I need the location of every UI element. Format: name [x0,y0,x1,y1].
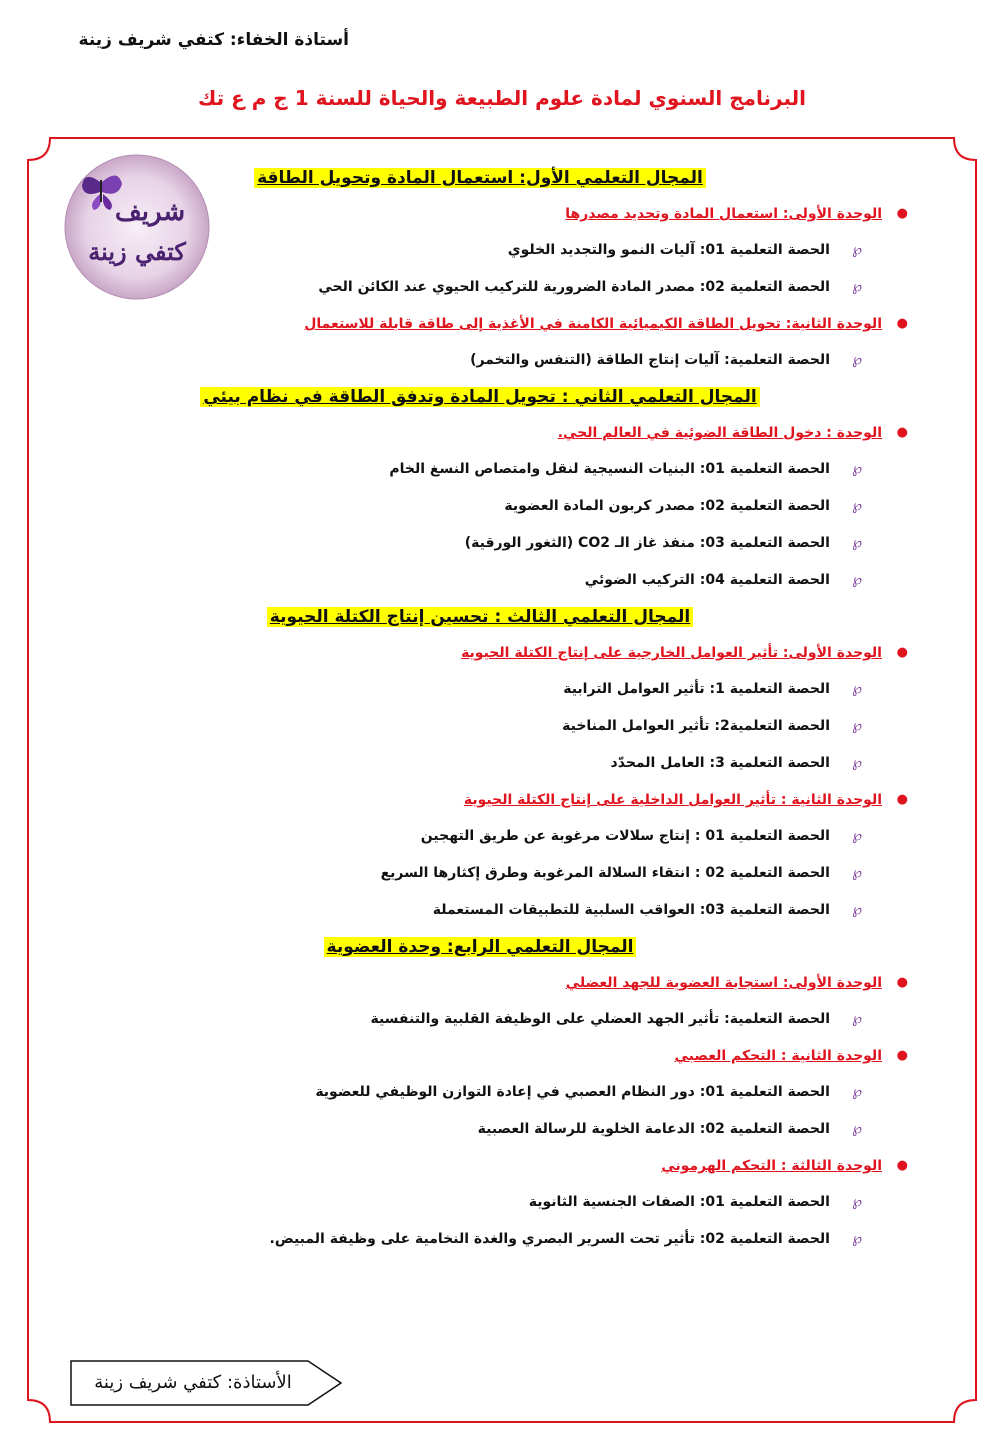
lesson-bullet-icon: ℘ [852,1011,862,1027]
lesson-bullet-icon: ℘ [852,572,862,588]
lesson-bullet-icon: ℘ [852,1084,862,1100]
lesson-title: الحصة التعلمية 3: العامل المحدّد [610,755,830,771]
unit-title: الوحدة الأولى: استعمال المادة وتحديد مصدرها [565,206,882,222]
lesson-title: الحصة التعلمية: تأثير الجهد العضلي على الوظيفة القلبية والتنفسية [370,1011,830,1027]
unit-title: الوحدة الثانية : تأثير العوامل الداخلية على إنتاج الكتلة الحيوية [463,792,882,808]
lesson-bullet-icon: ℘ [852,279,862,295]
lesson-title: الحصة التعلمية 02: الدعامة الخلوية للرسالة العصبية [477,1121,830,1137]
lesson-bullet-icon: ℘ [852,352,862,368]
domain-heading [40,599,920,635]
unit-title: الوحدة الثالثة : التحكم الهرموني [661,1158,882,1174]
lesson-item [40,1184,920,1221]
unit-heading [40,415,920,451]
bullet-icon: ● [896,1158,908,1173]
lesson-item [40,1221,920,1258]
domain-title: المجال التعلمي الثالث : تحسين إنتاج الكتلة الحيوية [267,607,693,627]
unit-title: الوحدة الأولى: تأثير العوامل الخارجية على إنتاج الكتلة الحيوية [461,645,882,661]
lesson-item [40,1001,920,1038]
lesson-title: الحصة التعلمية 02: مصدر كربون المادة العضوية [504,498,830,514]
unit-title: الوحدة الأولى: استجابة العضوية للجهد العضلي [565,975,882,991]
lesson-title: الحصة التعلمية 01: آليات النمو والتجديد الخلوي [507,242,830,258]
unit-heading [40,635,920,671]
lesson-item [40,818,920,855]
page-title: البرنامج السنوي لمادة علوم الطبيعة والحياة للسنة 1 ج م ع تك [197,86,807,110]
lesson-title: الحصة التعلمية 03: العواقب السلبية للتطبيقات المستعملة [432,902,830,918]
lesson-bullet-icon: ℘ [852,1121,862,1137]
bullet-icon: ● [896,425,908,440]
lesson-bullet-icon: ℘ [852,1231,862,1247]
lesson-item [40,562,920,599]
lesson-item [40,269,920,306]
bullet-icon: ● [896,316,908,331]
svg-text:شريف: شريف [114,197,186,227]
lesson-bullet-icon: ℘ [852,902,862,918]
unit-title: الوحدة الثانية: تحويل الطاقة الكيميائية الكامنة في الأغذية إلى طاقة قابلة للاستعمال [304,316,882,332]
teacher-name: أستاذة الخفاء: كتفي شريف زينة [78,30,349,50]
domain-title: المجال التعلمي الأول: استعمال المادة وتحويل الطاقة [254,168,706,188]
lesson-title: الحصة التعلمية 01: دور النظام العصبي في إعادة التوازن الوظيفي للعضوية [315,1084,830,1100]
lesson-bullet-icon: ℘ [852,755,862,771]
signature: الأستاذة: كتفي شريف زينة [94,1372,292,1393]
lesson-bullet-icon: ℘ [852,242,862,258]
lesson-item [40,671,920,708]
lesson-title: الحصة التعلمية 02: تأثير تحت السرير البصري والغدة النخامية على وظيفة المبيض. [269,1231,830,1247]
unit-heading [40,306,920,342]
lesson-title: الحصة التعلمية 04: التركيب الضوئي [584,572,830,588]
lesson-item [40,855,920,892]
unit-heading [40,196,920,232]
unit-heading [40,1148,920,1184]
bullet-icon: ● [896,645,908,660]
domain-heading [40,379,920,415]
lesson-item [40,892,920,929]
lesson-item [40,451,920,488]
domain-heading [40,160,920,196]
bullet-icon: ● [896,1048,908,1063]
lesson-bullet-icon: ℘ [852,681,862,697]
unit-title: الوحدة الثانية : التحكم العصبي [674,1048,882,1064]
domain-title: المجال التعلمي الثاني : تحويل المادة وتدفق الطاقة في نظام بيئي [200,387,759,407]
lesson-bullet-icon: ℘ [852,498,862,514]
lesson-item [40,708,920,745]
lesson-title: الحصة التعلمية 1: تأثير العوامل الترابية [563,681,830,697]
lesson-bullet-icon: ℘ [852,535,862,551]
program-content [40,160,920,1258]
svg-text:كتفي زينة: كتفي زينة [88,237,186,266]
lesson-title: الحصة التعلمية 01: الصفات الجنسية الثانوية [528,1194,830,1210]
lesson-title: الحصة التعلمية 01 : إنتاج سلالات مرغوبة عن طريق التهجين [420,828,830,844]
unit-heading [40,965,920,1001]
lesson-item [40,525,920,562]
lesson-title: الحصة التعلمية 03: منفذ غاز الـ CO2 (الثغور الورقية) [464,535,830,551]
unit-heading [40,1038,920,1074]
bullet-icon: ● [896,792,908,807]
lesson-title: الحصة التعلمية: آليات إنتاج الطاقة (التنفس والتخمر) [470,352,830,368]
lesson-item [40,342,920,379]
lesson-bullet-icon: ℘ [852,865,862,881]
domain-heading [40,929,920,965]
lesson-title: الحصة التعلمية 01: البنيات النسيجية لنقل وامتصاص النسغ الخام [389,461,830,477]
lesson-item [40,1074,920,1111]
lesson-title: الحصة التعلمية 02 : انتقاء السلالة المرغوبة وطرق إكثارها السريع [380,865,830,881]
lesson-bullet-icon: ℘ [852,718,862,734]
unit-heading [40,782,920,818]
lesson-item [40,232,920,269]
bullet-icon: ● [896,206,908,221]
bullet-icon: ● [896,975,908,990]
domain-title: المجال التعلمي الرابع: وحدة العضوية [324,937,637,957]
lesson-title: الحصة التعلمية2: تأثير العوامل المناخية [562,718,830,734]
lesson-title: الحصة التعلمية 02: مصدر المادة الضرورية للتركيب الحيوي عند الكائن الحي [318,279,830,295]
lesson-item [40,745,920,782]
lesson-item [40,1111,920,1148]
lesson-item [40,488,920,525]
lesson-bullet-icon: ℘ [852,1194,862,1210]
lesson-bullet-icon: ℘ [852,828,862,844]
lesson-bullet-icon: ℘ [852,461,862,477]
unit-title: الوحدة : دخول الطاقة الضوئية في العالم الحي. [557,425,882,441]
